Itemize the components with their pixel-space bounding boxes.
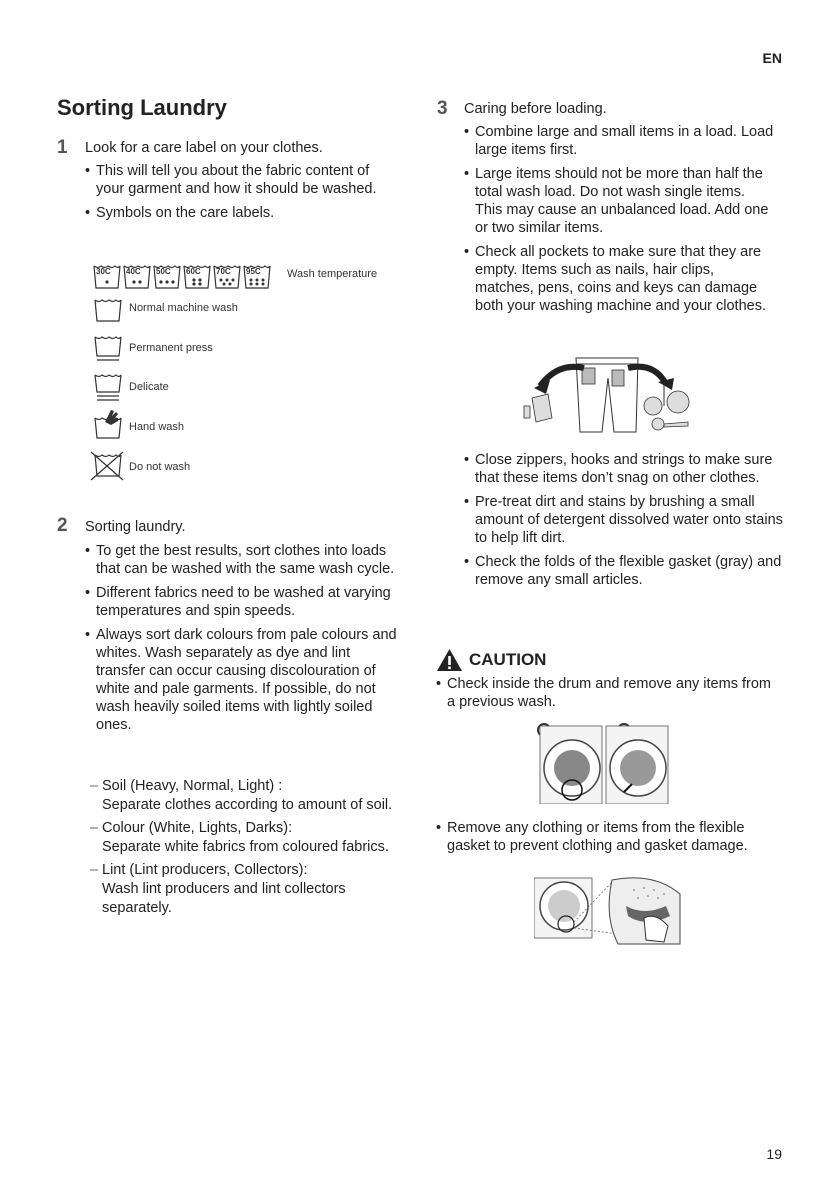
list-item: • Combine large and small items in a load. Load large items first. (464, 123, 774, 159)
temp-label: 50C (156, 267, 171, 276)
step-2-bullets (85, 542, 400, 740)
list-item: • Remove any clothing or items from the flexible gasket to prevent clothing and gasket damage. (436, 819, 786, 855)
step-3-number: 3 (437, 98, 448, 119)
step-1-text: Look for a care label on your clothes. (85, 140, 323, 156)
list-item: • Check the folds of the flexible gasket (gray) and remove any small articles. (464, 553, 789, 589)
step-1-number: 1 (57, 137, 68, 158)
caution-bullet-1 (436, 675, 781, 717)
temp-label: 60C (186, 267, 201, 276)
permanent-press-label: Permanent press (129, 342, 213, 354)
step-2-text: Sorting laundry. (85, 519, 186, 535)
wash-temperature-label: Wash temperature (287, 268, 378, 280)
step-2-number: 2 (57, 515, 68, 536)
list-item (90, 861, 400, 918)
delicate-icon (93, 372, 123, 402)
delicate-label: Delicate (129, 381, 169, 393)
criteria-desc: Wash lint producers and lint collectors separately. (102, 881, 346, 916)
criteria-label: – Soil (Heavy, Normal, Light) : (102, 778, 283, 794)
step-3-bullets-top (464, 123, 774, 321)
do-not-wash-icon (89, 450, 125, 482)
normal-wash-label: Normal machine wash (129, 302, 238, 314)
step-3-bullets-bottom (464, 451, 789, 595)
list-item: • Close zippers, hooks and strings to make sure that these items don’t snag on other clothes. (464, 451, 789, 487)
list-item: • Pre-treat dirt and stains by brushing a small amount of detergent dissolved water onto stains to help lift dirt. (464, 493, 789, 547)
permanent-press-icon (93, 334, 123, 362)
criteria-label: – Colour (White, Lights, Darks): (102, 820, 293, 836)
page-title: Sorting Laundry (57, 95, 227, 120)
temp-label: 95C (246, 267, 261, 276)
list-item: • Different fabrics need to be washed at varying temperatures and spin speeds. (85, 584, 400, 620)
temp-label: 70C (216, 267, 231, 276)
criteria-label: – Lint (Lint producers, Collectors): (102, 862, 308, 878)
language-label: EN (762, 50, 782, 66)
hand-wash-label: Hand wash (129, 421, 185, 433)
caution-bullet-2 (436, 819, 786, 861)
step-2-sort-criteria (90, 777, 400, 922)
caution-heading: CAUTION (469, 650, 547, 669)
step-1-bullets (85, 162, 385, 228)
list-item: • Check all pockets to make sure that they are empty. Items such as nails, hair clips, matches, pens, coins and keys can damage both your washing machine and your clothes. (464, 243, 774, 315)
list-item: • Always sort dark colours from pale colours and whites. Wash separately as dye and lint transfer can occur causing discolouration of white and pale garments. If possible, do not wash heavily soiled items with lightly soiled ones. (85, 626, 400, 734)
list-item: • Large items should not be more than half the total wash load. Do not wash single items. This may cause an unbalanced load. Add one or two similar items. (464, 165, 774, 237)
criteria-desc: Separate clothes according to amount of soil. (102, 797, 393, 813)
list-item: • Check inside the drum and remove any items from a previous wash. (436, 675, 781, 711)
page-number: 19 (766, 1146, 782, 1162)
warning-icon (436, 648, 463, 672)
list-item (90, 777, 400, 815)
list-item: • Symbols on the care labels. (85, 204, 385, 222)
list-item (90, 819, 400, 857)
drum-check-illustration (536, 720, 672, 804)
temp-label: 30C (96, 267, 111, 276)
empty-pockets-illustration (518, 354, 698, 436)
normal-wash-icon (93, 297, 123, 323)
step-3-text: Caring before loading. (464, 101, 607, 117)
temp-label: 40C (126, 267, 141, 276)
hand-wash-icon (93, 408, 123, 440)
criteria-desc: Separate white fabrics from coloured fabrics. (102, 839, 389, 855)
gasket-check-illustration (534, 876, 684, 946)
do-not-wash-label: Do not wash (129, 461, 191, 473)
list-item: • This will tell you about the fabric content of your garment and how it should be washed. (85, 162, 385, 198)
list-item: • To get the best results, sort clothes into loads that can be washed with the same wash cycle. (85, 542, 400, 578)
